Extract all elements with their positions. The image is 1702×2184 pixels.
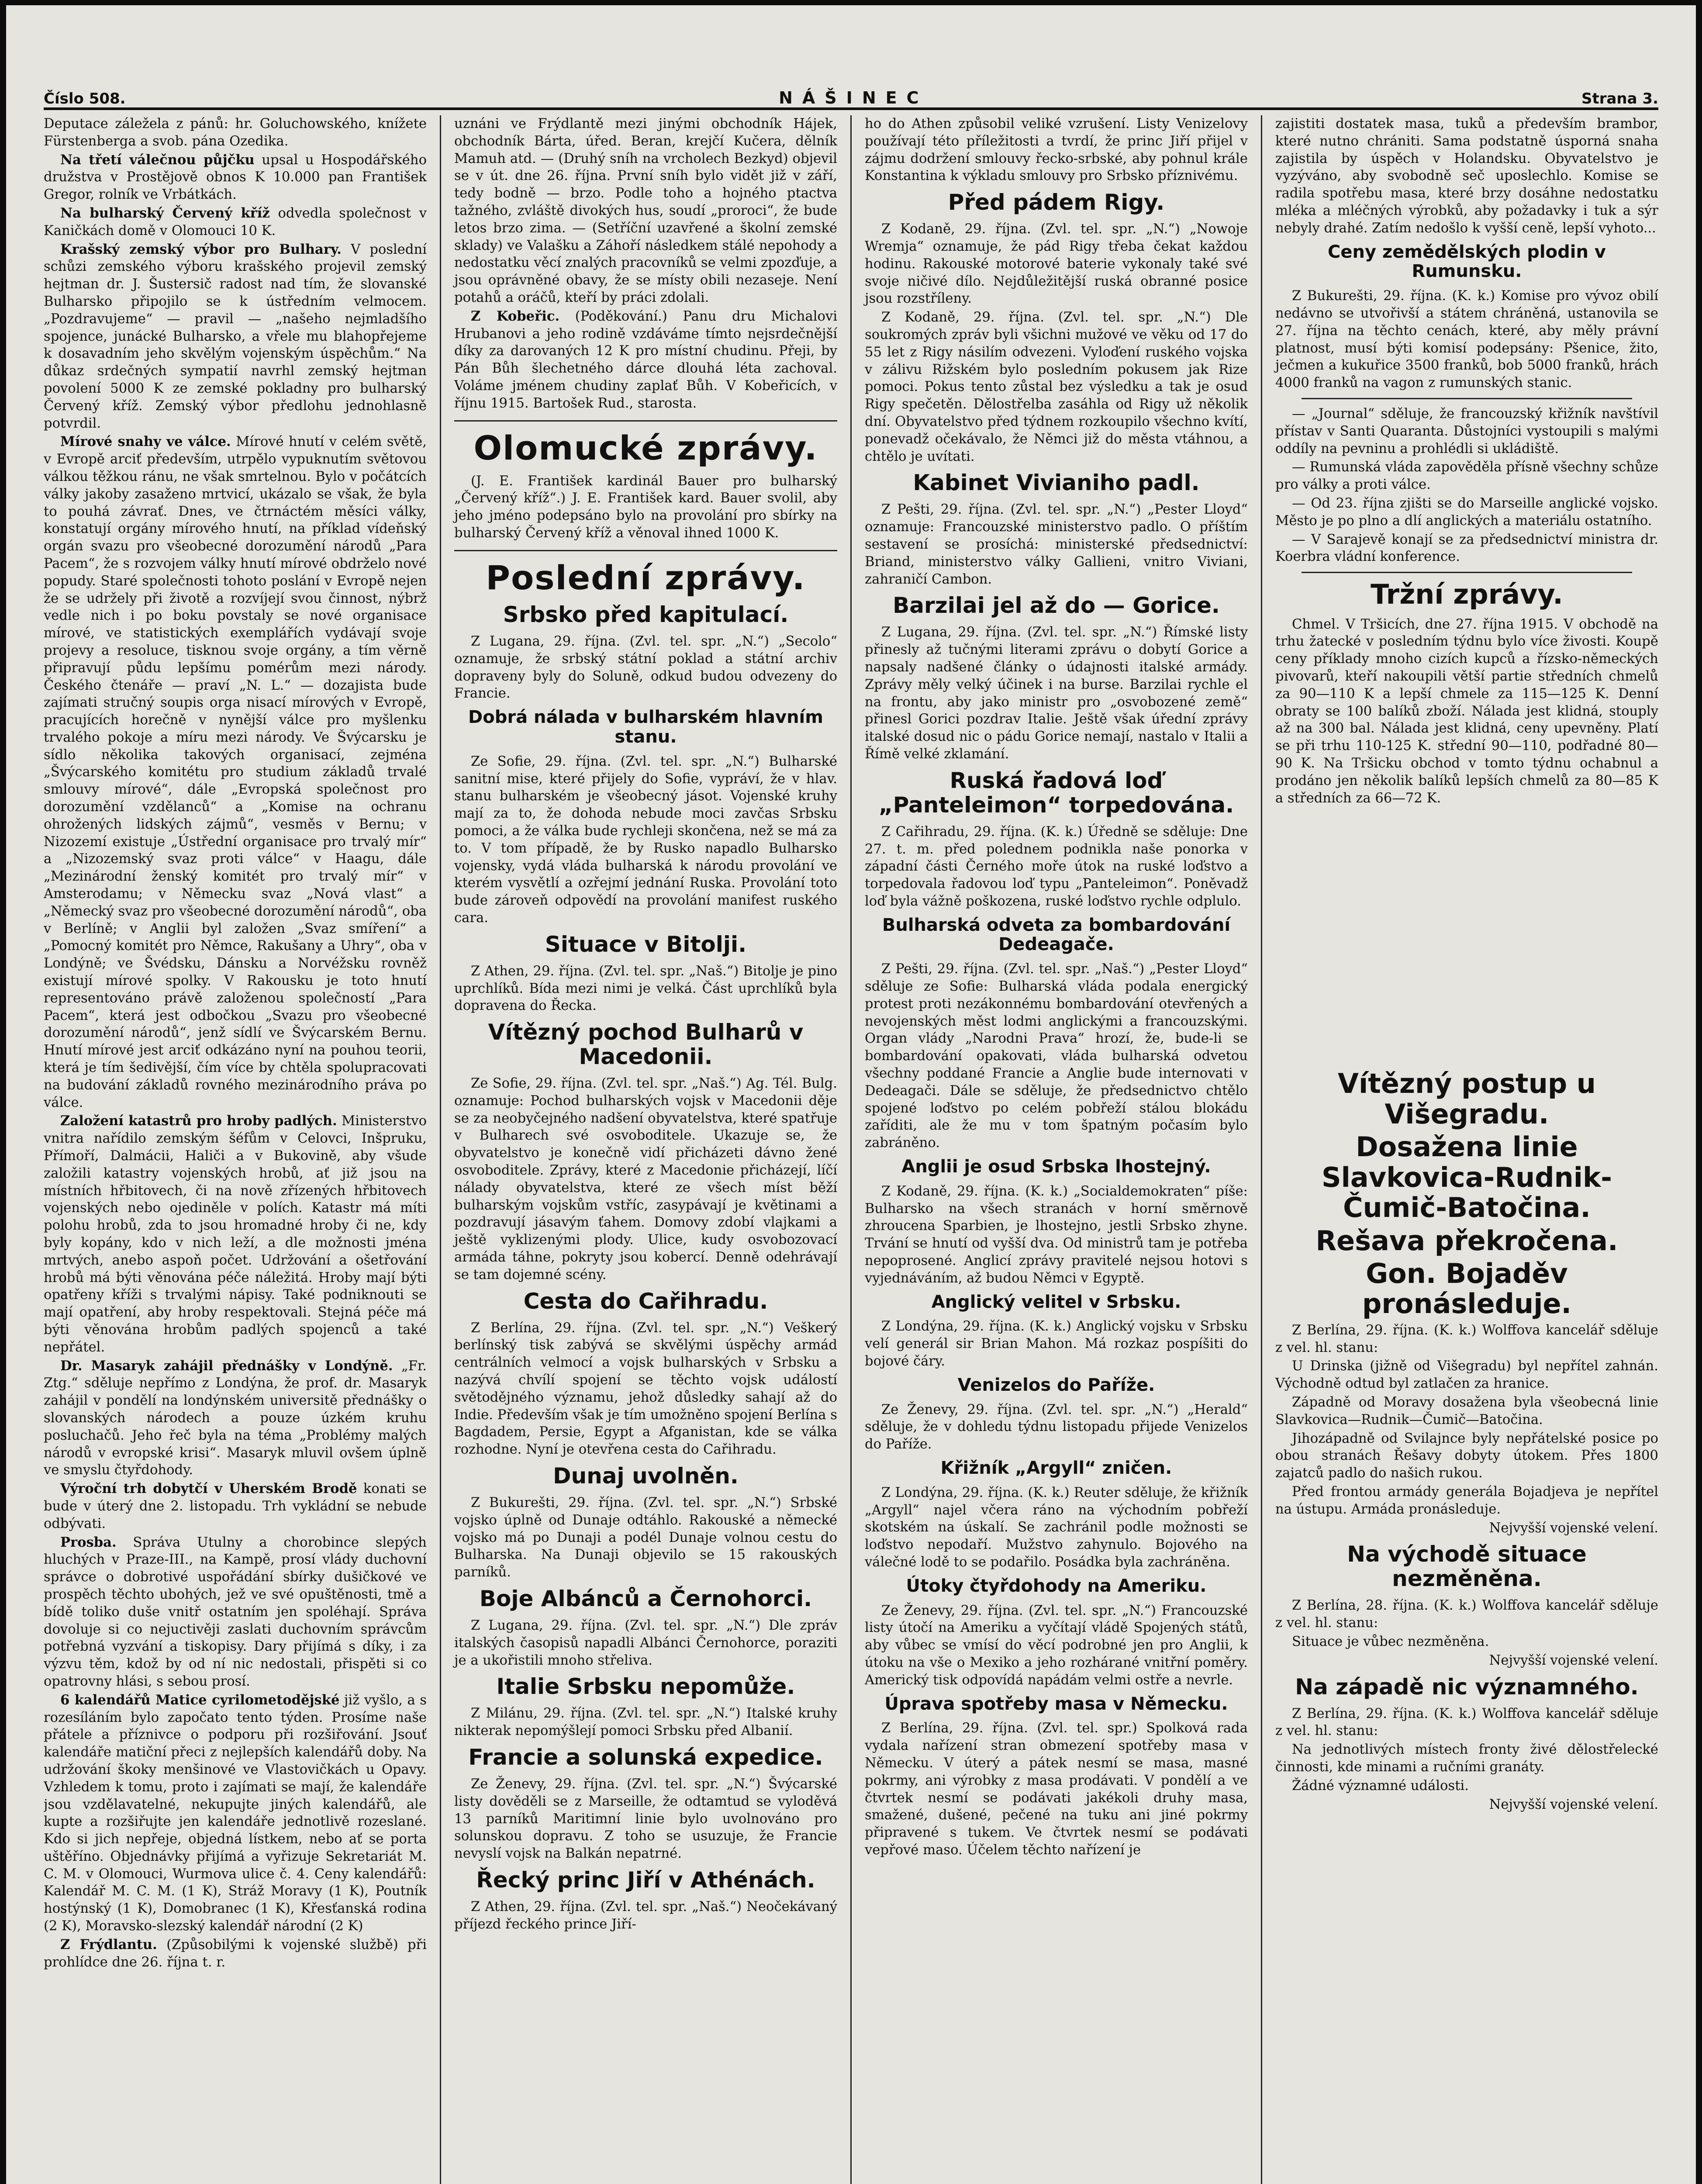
body-text: konati se bude v úterý dne 2. listopadu. Trh vykládní se nebude odbývati.: [44, 1481, 427, 1531]
article-heading: Dunaj uvolněn.: [553, 1463, 739, 1489]
paragraph: Z Berlína, 29. října. (K. k.) Wolffova kancelář sděluje z vel. hl. stanu:: [1275, 1322, 1658, 1355]
article-heading: Italie Srbsku nepomůže.: [496, 1674, 795, 1700]
paragraph: [44, 1936, 427, 1971]
paragraph: [44, 1534, 427, 1690]
lead-in: Prosba.: [60, 1534, 117, 1550]
paragraph: [454, 308, 837, 412]
lead-in: 6 kalendářů Matice cyrilometodějské: [60, 1692, 340, 1708]
signature: Nejvyšší vojenské velení.: [1489, 1520, 1658, 1536]
headline: Vítězný postup u Višegradu.: [1338, 1068, 1596, 1130]
signature: Nejvyšší vojenské velení.: [1489, 1797, 1658, 1812]
paragraph: [44, 1358, 427, 1479]
paragraph: Z Athen, 29. října. (Zvl. tel. spr. „Naš.“) Neočekávaný příjezd řeckého prince Jiří-: [454, 1899, 837, 1932]
paragraph: Z Berlína, 29. října. (Zvl. tel. spr. „N.“) Veškerý berlínský tisk zabývá se skvělými úspěchy armád centrálních velmocí a vojsk bulharských v Srbsku a nazývá chvílí spojení se těchto vojsk událostí světodějného významu, jehož důsledky sahají až do Indie. Především však je tím umožněno spojení Berlína s Bagdadem, Persie, Egypt a Afganistan, kde se válka rozhodne. Nyní je otevřena cesta do Cařihradu.: [454, 1320, 837, 1458]
article-heading: Situace v Bitolji.: [545, 931, 747, 957]
body-text: již vyšlo, a s rozesíláním bylo započato tento týden. Prosíme naše přátele a příznivce o podporu při rozšiřování. Jsouť kalendáře matiční přeci z nejlepších kalendářů doby. Na udržování škoky menšinové ve Vlastovičkách u Opavy. Vzhledem k tomu, proto i zajímati se mají, že kalendáře jsou vzdělavatelné, nekupujte jiných kalendářů, ale kupte a rozšiřujte jen kalendáře jednotlivě rozeslané. Kdo si jich nepřeje, objedná lístkem, nebo ať se porta uštěříno. Objednávky přijímá a vyřizuje Sekretariát M. C. M. v Olomouci, Wurmova ulice č. 4. Ceny kalendářů: Kalendář M. C. M. (1 K), Stráž Moravy (1 K), Poutník hostýnský (1 K), Domobranec (1 K), Křesťanská rodina (2 K), Moravsko-slezský kalendář národní (2 K): [44, 1692, 427, 1934]
paragraph: Z Londýna, 29. října. (K. k.) Anglický vojsku v Srbsku velí generál sir Brian Mahon. Má rozkaz pospíšiti do bojové čáry.: [865, 1319, 1248, 1369]
article-heading: Na západě nic významného.: [1295, 1674, 1639, 1700]
body-text: Mírové hnutí v celém světě, v Evropě arciť především, utrpělo vypuknutím světovou válkou těžkou ránu, ne však smrtelnou. Bylo v počátcích války jakoby zasaženo mrtvicí, ukázalo se však, že byla to pouhá závrať. Dnes, ve čtrnáctém měsíci války, konstatují orgány mírového hnutí, na příklad vídeňský orgán svazu pro všeobecné dorozumění národů „Para Pacem“, že s rozvojem války hnutí mírové obdrželo nové popudy. Staré společnosti tohoto poslání v Evropě nejen že se udržely při životě a rozvíjejí svou činnost, nýbrž vedle nich i po boku povstaly se nové organisace mírové, ve statistických exemplářích vydávají svoje projevy a resoluce, tisknou svoje orgány, a tím věrně připravují půdu lepšímu pomérům mezi národy. Českého čtenáře — praví „N. L.“ — dozajista bude zajímati stručný soupis orga nisací mírových v Evropě, pracujících horečně v nynější válce pro myšlenku trvalého pokoje a míru mezi národy. Ve Švýcarsku je sídlo několika takových organisací, zejména „Švýcarského komitétu pro studium základů trvalé smlouvy mírové“, dále „Evropská společnost pro dorozumění vzdělanců“ a „Komise na ochranu ohrožených lidských zájmů“, vesměs v Bernu; v Nizozemí existuje „Ústřední organisace pro trvalý mír“ a „Nizozemský svaz proti válce“ v Haagu, dále „Mezinárodní ženský komitét pro trvalý mír“ v Amsterodamu; v Německu svaz „Nová vlast“ a „Německý svaz pro všeobecné dorozumění národů“, oba v Berlíně; v Anglii byl založen „Svaz smíření“ a „Pomocný komitét pro Němce, Rakušany a Uhry“, oba v Londýně; ve Švédsku, Dánsku a Norvéžsku rovněž existují mírové spolky. V Rakousku je toto hnutí representováno právě založenou společností „Para Pacem“, která jest odbočkou „Svazu pro všeobecné dorozumění národů“, jenž sídlí ve Švýcarském Bernu. Hnutí mírové jest arciť odkázáno nyní na pouhou teorii, která je tím šedivější, čím více by chtěla spolupracovati na budování základů rovného mezinárodního práva po válce.: [44, 434, 427, 1110]
blank-space: [1275, 808, 1658, 1066]
paragraph: Ze Sofie, 29. října. (Zvl. tel. spr. „N.“) Bulharské sanitní mise, které přijely do Sofie, vypráví, že v hlav. stanu bulharském je všeobecný jásot. Vojenské kruhy mají za to, že dohoda nebude moci zavčas Srbsku pomoci, a že válka bude rychleji skončena, než se má za to. V tom případě, že by Rusko napadlo Bulharsko vojensky, vydá vláda bulharská k národu provolání ve kterém vysvětlí a ozřejmí jednání Ruska. Provolání toto bude zároveň odpovědí na provolání manifest ruského cara.: [454, 753, 837, 926]
newspaper-page: [6, 5, 1696, 2184]
column-3: [850, 115, 1261, 2184]
lead-in: Na bulharský Červený kříž: [60, 205, 270, 221]
paragraph: — Rumunská vláda zapověděla přísně všechny schůze pro války a proti válce.: [1275, 460, 1658, 493]
paragraph: Z Bukurešti, 29. října. (Zvl. tel. spr. „N.“) Srbské vojsko úplně od Dunaje odtáhlo. Rakouské a německé vojsko má po Dunaji a podél Dunaje volnou cestu do Bulharska. Na Dunaji objevilo se 15 rakouských parníků.: [454, 1495, 837, 1580]
lead-in: Krašský zemský výbor pro Bulhary.: [60, 241, 342, 257]
article-heading: Anglický velitel v Srbsku.: [931, 1292, 1181, 1312]
body-text: Správa Utulny a chorobince slepých hluchých v Praze-III., na Kampě, prosí vlády duchovní správce o dobrotivé uspořádání sbírky dušičkové ve prospěch těchto ubohých, jež ve své opuštěnosti, tmě a bídě toliko duše vnitř ostatním jen spoléhají. Správa dovoluje si co nejuctivěji zaslati duchovním správcům potřebná vyzvání a tiskopisy. Dary přijímá s díky, i za výzvu těm, kdož by od ní nic nedostali, přispěti si co opatrovny hlási, s sebou prosí.: [44, 1534, 427, 1689]
article-heading: Vítězný pochod Bulharů v Macedonii.: [488, 1019, 804, 1070]
article-heading: Anglii je osud Srbska lhostejný.: [901, 1157, 1211, 1177]
article-heading: Bulharská odveta za bombardování Dedeagače.: [882, 915, 1231, 955]
paragraph: Před frontou armády generála Bojadjeva je nepřítel na ústupu. Armáda pronásleduje.: [1275, 1484, 1658, 1517]
paragraph: Z Berlína, 28. října. (K. k.) Wolffova kancelář sděluje z vel. hl. stanu:: [1275, 1598, 1658, 1631]
paragraph: Z Kodaně, 29. října. (K. k.) „Socialdemokraten“ píše: Bulharsko na všech stranách v horní směrnově zhroucena Sparbien, je lhostejno, jestli Srbsko zhyne. Trvání se hnutí od vyšší dva. Od ministrů tam je potřeba nepoprosené. Anglicí zprávy pravitelé nejsou hotovi s vyjednáváním, až budou Němci v Egyptě.: [865, 1183, 1248, 1286]
lead-in: Založení katastrů pro hroby padlých.: [60, 1113, 337, 1129]
paragraph: Z Milánu, 29. října. (Zvl. tel. spr. „N.“) Italské kruhy nikterak nepomýšlejí pomoci Srbsku před Albanií.: [454, 1706, 837, 1739]
page-number: Strana 3.: [1581, 90, 1658, 107]
paragraph: (J. E. František kardinál Bauer pro bulharský „Červený kříž“.) J. E. František kard. Bauer svolil, aby jeho jméno podepsáno bylo na provolání pro sbírky na bulharský Červený kříž a věnoval ihned 1000 K.: [454, 473, 837, 541]
paragraph: Z Kodaně, 29. října. (Zvl. tel. spr. „N.“) Dle soukromých zpráv byli všichni mužové ve věku od 17 do 55 let z Rigy násilím odvezeni. Vyloďení ruského vojska v zálivu Rižském bylo posledním pokusem jak Rize pomoci. Pokus tento zůstal bez výsledku a tak je osud Rigy spečetěn. Dělostřelba zasáhla od Rigy už několik dní. Obyvatelstvo před týdnem rozkoupilo všechno kvítí, ponevadž očekávalo, že Němci již do města vtáhnou, a chtělo je uvítati.: [865, 310, 1248, 464]
signature: Nejvyšší vojenské velení.: [1489, 1652, 1658, 1668]
lead-in: Z Kobeřic.: [471, 308, 560, 324]
article-heading: Úprava spotřeby masa v Německu.: [884, 1693, 1228, 1714]
article-heading: Na východě situace nezměněna.: [1347, 1541, 1587, 1592]
body-text: V poslední schůzi zemského výboru krašského projevil zemský hejtman dr. J. Šustersič radost nad tím, že slovanské Bulharsko připojilo se k ústředním velmocem. „Pozdravujeme“ — pravil — „našeho nejmladšího spojence, junácké Bulharsko, a vřele mu blahopřejeme k dosavadním jeho skvělým vojenským úspěchům.“ Na důkaz srdečných sympatií navrhl zemský hejtman povolení 5000 K ze zemské pokladny pro bulharský Červený kříž. Zemský výbor předlohu jednohlasně potvrdil.: [44, 242, 427, 431]
headline: Gon. Bojaděv pronásleduje.: [1362, 1257, 1572, 1320]
divider: [454, 550, 837, 551]
column-4: [1261, 115, 1658, 2184]
paragraph: Ze Sofie, 29. října. (Zvl. tel. spr. „Naš.“) Ag. Tél. Bulg. oznamuje: Pochod bulharských vojsk v Macedonii děje se za neobyčejného nadšení obyvatelstva, které spatřuje v Bulharech své osvoboditele. Ukazuje se, že obyvatelstvo je konečně vidí přicházeti dávno žené osvoboditele. Zprávy, které z Macedonie přicházejí, líčí nálady obyvatelstva, které ze všech míst běží bulharským vojskům vstříc, zasypávají je květinami a pozdravují jásavým ťahem. Domovy zdobí vlajkami a ještě vyklizenými plody. Ulice, kudy osvobozovací armáda táhne, pokryty jsou kobercí. Denně odehrávají se tam dojemné scény.: [454, 1076, 837, 1282]
paragraph: [44, 433, 427, 1111]
page-header: [44, 71, 1658, 110]
paragraph: ho do Athen způsobil veliké vzrušení. Listy Venizelovy používají této příležitosti a tvrdí, že princ Jiří přijel v zájmu dodržení smlouvy řecko-srbské, aby pohnul krále Konstantina k výkladu smlouvy pro Srbsko příznivému.: [865, 116, 1248, 184]
paragraph: Jihozápadně od Svilajnce byly nepřátelské posice po obou stranách Řešavy dobyty útokem. Přes 1800 zajatců padlo do našich rukou.: [1275, 1431, 1658, 1481]
article-heading: Ceny zemědělských plodin v Rumunsku.: [1328, 242, 1606, 282]
divider: [1302, 398, 1632, 399]
divider: [1302, 572, 1632, 573]
paragraph: U Drinska (jižně od Višegradu) byl nepřítel zahnán. Východně odtud byl zatlačen za hranice.: [1275, 1358, 1658, 1392]
headline: Dosažena linie Slavkovica-Rudnik-Čumič-Batočina.: [1322, 1131, 1612, 1224]
article-heading: Křižník „Argyll“ zničen.: [940, 1458, 1172, 1478]
paragraph: Z Pešti, 29. října. (Zvl. tel. spr. „Naš.“) „Pester Lloyd“ sděluje ze Sofie: Bulharská vláda podala energický protest proti nezákonnému bombardování otevřených a nevojenských měst lodmi anglickými a francouzskými. Organ vlády „Narodni Prava“ hrozí, že, bude-li se bombardování opakovati, vláda bulharská odvetou všechny poddané Francie a Anglie bude internovati v Dedeagači. Dále se sděluje, že předsednictvo chtělo spojené loďstvo po celém pobřeží stálou blokádu zaříditi, ale že mu v tom špatným počasím bylo zabráněno.: [865, 961, 1248, 1151]
paragraph: Deputace záležela z pánů: hr. Goluchowského, knížete Fürstenberga a svob. pána Ozedika.: [44, 116, 427, 149]
paragraph: [44, 205, 427, 240]
masthead: NÁŠINEC: [779, 88, 929, 107]
paragraph: Z Lugana, 29. října. (Zvl. tel. spr. „N.“) „Secolo“ oznamuje, že srbský státní poklad a státní archiv dopraveny byly do Soluně, odkud budou odvezeny do Francie.: [454, 633, 837, 702]
body-text: Ministerstvo vnitra nařídilo zemským šéfům v Celovci, Inšpruku, Přímoří, Dalmácii, Haliči a v Bukovině, aby všude založili katastry vojenských hrobů, ať již jsou na místních hřbitovech, či na nově zřízených hřbitovech vojenských nebo ojediněle v polích. Katastr má míti polohu hrobů, zda to jsou hromadné hroby či ne, kdy byly kopány, kdo v nich leží, a dle možnosti jména mrtvých, anebo aspoň počet. Udržování a ošetřování hrobů má býti věnována péče náležitá. Hroby mají býti opatřeny kříži s trvalými nápisy. Také podniknouti se mají opatření, aby hroby respektovali. Stejná péče má býti věnována hrobům padlých spojenců a také nepřátel.: [44, 1113, 427, 1355]
paragraph: Z Berlína, 29. října. (K. k.) Wolffova kancelář sděluje z vel. hl. stanu:: [1275, 1706, 1658, 1739]
paragraph: [44, 241, 427, 432]
lead-in: Na třetí válečnou půjčku: [60, 152, 255, 168]
paragraph: [44, 1113, 427, 1356]
body-text: (Poděkování.) Panu dru Michalovi Hrubanovi a jeho rodině vzdáváme tímto nejsrdečnější díky za darovaných 12 K pro místní chudinu. Přeji, by Pán Bůh šlechetného dárce dlouhá léta zachoval. Voláme jménem chudiny zaplať Bůh. V Kobeřicích, v říjnu 1915. Bartošek Rud., starosta.: [454, 308, 837, 411]
paragraph: Chmel. V Tršicích, dne 27. října 1915. V obchodě na trhu žatecké v posledním týdnu bylo více živosti. Koupě ceny příklady mnoho cizích kupců a řízsko-německých pivovarů, kteří nakoupili větší partie středních chmelů za 90—110 K a lepší chmele za 115—125 K. Denní obraty se 100 balíků zboží. Nálada jest klidná, stouply až na 300 bal. Nálada jest klidná, ceny upevněny. Platí se při trhu 110-125 K. střední 90—110, podřadné 80—90 K. Na Tršicku obchod v tomto týdnu ochabnul a prodáno jen několik balíků lepších chmelů za 80—85 K a středních za 66—72 K.: [1275, 616, 1658, 806]
paragraph: [44, 1692, 427, 1935]
body-text: (Způsobilými k vojenské službě) při prohlídce dne 26. října t. r.: [44, 1937, 427, 1970]
paragraph: Z Athen, 29. října. (Zvl. tel. spr. „Naš.“) Bitolje je pino uprchlíků. Bída mezi nimi je velká. Část uprchlíků byla dopravena do Řecka.: [454, 963, 837, 1014]
lead-in: Mírové snahy ve válce.: [60, 434, 231, 450]
paragraph: — Od 23. října zjišti se do Marseille anglické vojsko. Město je po plno a dlí anglických a materiálu ostatního.: [1275, 495, 1658, 529]
paragraph: Z Lugana, 29. října. (Zvl. tel. spr. „N.“) Římské listy přinesly až tučnými literami zprávu o dobytí Gorice a napsaly nadšené články o údajnosti italské armády. Zprávy měly velký účinek i na burse. Barzilai rychle el na frontu, aby jako ministr pro „osvobozené země“ přinesl Gorici pozdrav Italie. Ještě však úřední zprávy italské dosud nic o pádu Gorice nemají, nastalo v Italii a Římě velké zklamání.: [865, 625, 1248, 762]
paragraph: — V Sarajevě konají se za předsednictví ministra dr. Koerbra vládní konference.: [1275, 532, 1658, 565]
section-heading: Tržní zprávy.: [1371, 578, 1563, 611]
lead-in: Výroční trh dobytčí v Uherském Brodě: [60, 1481, 357, 1497]
section-heading: Olomucké zprávy.: [473, 428, 818, 467]
columns: [44, 115, 1658, 2184]
body-text: odvedla společnost v Kaničkách domě v Olomouci 10 K.: [44, 205, 427, 238]
divider: [454, 420, 837, 422]
article-heading: Ruská řadová loď „Panteleimon“ torpedována.: [878, 767, 1234, 818]
paragraph: Ze Ženevy, 29. října. (Zvl. tel. spr. „N.“) Švýcarské listy dověděli se z Marseille, že odtamtud se vyloděvá 13 parníků Maritimní linie bylo uvolnováno pro solunskou dopravu. Z toho se usuzuje, že Francie nevyslí vojsk na Balkán nepatrné.: [454, 1776, 837, 1862]
paragraph: — „Journal“ sděluje, že francouzský křižník navštívil přístav v Santi Quaranta. Důstojníci vystoupili s malými oddíly na pevninu a prohlédli si ukládiště.: [1275, 406, 1658, 456]
paragraph: Z Londýna, 29. října. (K. k.) Reuter sděluje, že křižník „Argyll“ najel včera ráno na východním pobřeží skotském na úskalí. Se zachránil podle možnosti se loďstvo nepodaří. Mužstvo zahynulo. Bojového na válečné lodě to se podařilo. Posádka byla zachráněna.: [865, 1485, 1248, 1570]
article-heading: Před pádem Rigy.: [948, 190, 1165, 215]
paragraph: Z Berlína, 29. října. (Zvl. tel. spr.) Spolková rada vydala nařízení stran obmezení spotřeby masa v Německu. V úterý a pátek nesmí se masa, masné pokrmy, ani výrobky z masa prodávati. V pondělí a ve čtvrtek nesmí se podávati jakékoli druhy masa, smažené, dušené, pečené na tuku ani jiné pokrmy připravené s tukem. Ve čtvrtek nesmí se podávati vepřové maso. Účelem těchto nařízení je: [865, 1721, 1248, 1858]
article-heading: Kabinet Vivianiho padl.: [913, 470, 1200, 496]
paragraph: Ze Ženevy, 29. října. (Zvl. tel. spr. „N.“) „Herald“ sděluje, že v dohledu týdnu listopadu přijede Venizelos do Paříže.: [865, 1402, 1248, 1452]
paragraph: Situace je vůbec nezměněna.: [1292, 1634, 1489, 1649]
article-heading: Útoky čtyřdohody na Ameriku.: [906, 1576, 1207, 1596]
paragraph: Z Kodaně, 29. října. (Zvl. tel. spr. „N.“) „Nowoje Wremja“ oznamuje, že pád Rigy třeba čekat každou hodinu. Rakouské motorové baterie vykonaly také své svoje ničivé dílo. Nejdůležitější ruská obranné posice jsou rozstříleny.: [865, 221, 1248, 307]
paragraph: Západně od Moravy dosažena byla všeobecná linie Slavkovica—Rudnik—Čumič—Batočina.: [1275, 1395, 1658, 1427]
headline: Rešava překročena.: [1315, 1224, 1618, 1257]
body-text: „Fr. Ztg.“ sděluje nepřímo z Londýna, že prof. dr. Masaryk zahájil v pondělí na londýnském universitě přednášky o slovanských národech a pouze úzkém kruhu posluchačů. Jeho řeč byla na téma „Problémy malých národů v evropské krisi“. Masaryk mluvil ovšem úplně ve smyslu čtyřdohody.: [44, 1358, 427, 1478]
article-heading: Srbsko před kapitulací.: [503, 601, 789, 627]
lead-in: Z Frýdlantu.: [60, 1936, 157, 1952]
paragraph: Z Lugana, 29. října. (Zvl. tel. spr. „N.“) Dle zpráv italských časopisů napadli Albánci Černohorce, poraziti je a ukořistili mnoho střeliva.: [454, 1618, 837, 1668]
column-1: [44, 115, 440, 2184]
article-heading: Boje Albánců a Černohorci.: [479, 1586, 812, 1612]
paragraph: Z Cařihradu, 29. října. (K. k.) Úředně se sděluje: Dne 27. t. m. před polednem podnikla naše ponorka v západní části Černého moře útok na ruské loďstvo a torpedovala řadovou loď typu „Panteleimon“. Poněvadž loď byla vážně poškozena, ruské loďstvo rychle odplulo.: [865, 824, 1248, 909]
article-heading: Cesta do Cařihradu.: [523, 1288, 768, 1314]
article-heading: Venizelos do Paříže.: [957, 1375, 1155, 1395]
body-text: upsal u Hospodářského družstva v Prostějově obnos K 10.000 pan František Gregor, rolník ve Vrbátkách.: [44, 152, 427, 203]
lead-in: Dr. Masaryk zahájil přednášky v Londýně.: [60, 1358, 393, 1374]
paragraph: Na jednotlivých místech fronty živé dělostřelecké činnosti, kde minami a ručními granáty.: [1275, 1742, 1658, 1775]
paragraph: Ze Ženevy, 29. října. (Zvl. tel. spr. „N.“) Francouzské listy útočí na Ameriku a vyčítají vládě Spojených států, aby vůbec se vmísí do věcí podrobné jen pro Anglii, k útoku na vše o Mexiko a jeho rozhárané vnitřní poměry. Americký tisk odpovídá napádám velmi ostře a nevrle.: [865, 1603, 1248, 1688]
paragraph: [44, 1480, 427, 1532]
article-heading: Řecký princ Jiří v Athénách.: [476, 1867, 815, 1893]
section-heading: Poslední zprávy.: [486, 558, 806, 597]
column-2: [440, 115, 850, 2184]
paragraph: uznáni ve Frýdlantě mezi jinými obchodník Hájek, obchodník Bárta, úřed. Beran, krejčí Kučera, dělník Mamuh atd. — (Druhý sníh na vrcholech Bezkyd) objevil se v út. dne 26. října. První sníh bylo vidět již v září, tedy bodně — brzo. Podle toho a hojného ptactva tažného, zvláště divokých hus, soudí „proroci“, že bude letos brzo zima. — (Setříční uzavřené a školní zemské sklady) ve Valašku a Záhoří následkem stálé nepohody a nedostatku věcí znalých pracovníků se velmi zpozďuje, a jsou oprávněné obavy, že se místy obili nezaseje. Není potahů a oráčů, kteří by práci zdolali.: [454, 116, 837, 305]
paragraph: zajistiti dostatek masa, tuků a především brambor, které nutno chrániti. Sama podstatně úsporná snaha zajistila by úspěch v Holandsku. Obyvatelstvo je vyzýváno, aby svobodně seč uposlechlo. Komise se radila spotřebu masa, které brzy dosáhne nedostatku mléka a mléčných výrobků, aby požadavky i tuk a sýr nebyly drahé. Zatím nedošlo k vyšší ceně, lepší vyhoto...: [1275, 116, 1658, 236]
paragraph: Z Pešti, 29. října. (Zvl. tel. spr. „N.“) „Pester Lloyd“ oznamuje: Francouzské ministerstvo padlo. O příštím sestavení se prosíchá: ministerské předsednictví: Briand, ministerstvo války Gallieni, vnitro Viviani, zahraničí Cambon.: [865, 502, 1248, 587]
paragraph: [44, 152, 427, 204]
paragraph: Žádné významné události.: [1292, 1778, 1469, 1794]
paragraph: Z Bukurešti, 29. října. (K. k.) Komise pro vývoz obilí nedávno se utvořivší a státem chráněná, ustanovila se 27. října na těchto cenách, které, aby měly právní platnost, musí býti komisí podepsány: Pšenice, žito, ječmen a kukuřice 3500 franků, bob 5000 franků, hrách 4000 franků na vagon z rumunských stanic.: [1275, 288, 1658, 391]
article-heading: Francie a solunská expedice.: [468, 1745, 823, 1770]
issue-number: Číslo 508.: [44, 90, 126, 107]
headline-block: [1275, 1068, 1658, 1319]
article-heading: Dobrá nálada v bulharském hlavním stanu.: [468, 707, 823, 747]
article-heading: Barzilai jel až do — Gorice.: [893, 593, 1220, 619]
